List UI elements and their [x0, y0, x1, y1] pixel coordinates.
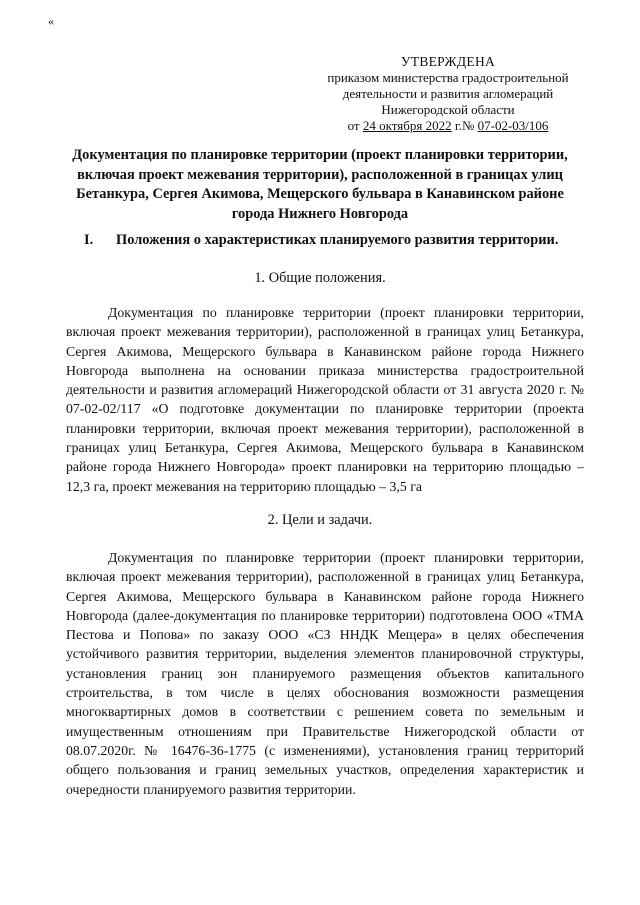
approval-line-1: приказом министерства градостроительной [327, 70, 569, 85]
approval-stamp [320, 54, 576, 134]
subsection-heading-2: 2. Цели и задачи. [267, 512, 373, 528]
approval-date: 24 октября 2022 [362, 118, 452, 133]
section-title: Положения о характеристиках планируемого развития территории. [116, 232, 559, 248]
paragraph-2: Документация по планировке территории (проект планировки территории, включая проект межевания территории), расположенной в границах улиц Бетанкура, Сергея Акимова, Мещерского бульвара в Канавинском районе города Нижнего Новгорода (далее-документация по планировке территории) подготовлена ООО «ТМА Пестова и Попова» по заказу ООО «СЗ ННДК Мещера» в целях обеспечения устойчивого развития территории, выделения элементов планировочной структуры, установления границ зон планируемого размещения объектов капитального строительства, в том числе в целях обоснования возможности размещения многоквартирных домов в соответствии с решением совета по земельным и имущественным отношениям при Правительстве Нижегородской области от 08.07.2020г. № 16476-36-1775 (с изменениями), установления границ территорий общего пользования и границ земельных участков, определения характеристик и очередности планируемого развития территории. [66, 550, 584, 797]
approval-date-line [320, 118, 576, 134]
section-number: I. [84, 232, 94, 248]
approval-heading: УТВЕРЖДЕНА [400, 54, 496, 69]
section-heading [84, 232, 558, 249]
approval-line-2: деятельности и развития агломераций [342, 86, 554, 101]
paragraph-1: Документация по планировке территории (проект планировки территории, включая проект межевания территории), расположенной в границах улиц Бетанкура, Сергея Акимова, Мещерского бульвара в Канавинском районе города Нижнего Новгорода выполнена на основании приказа министерства градостроительной деятельности и развития агломераций Нижегородской области от 31 августа 2020 г. № 07-02-02/117 «О подготовке документации по планировке территории (проекта планировки территории, включая проект межевания территории), расположенной в границах улиц Бетанкура, Сергея Акимова, Мещерского бульвара в Канавинском районе города Нижнего Новгорода» проект планировки на территорию площадью – 12,3 га, проект межевания на территорию площадью – 3,5 га [66, 305, 584, 494]
approval-date-prefix: от [347, 118, 360, 133]
approval-number: 07-02-03/106 [477, 118, 549, 133]
subsection-heading-1: 1. Общие положения. [254, 270, 386, 286]
approval-number-prefix: г.№ [454, 118, 475, 133]
approval-line-3: Нижегородской области [381, 102, 515, 117]
margin-mark: « [48, 14, 54, 28]
document-title: Документация по планировке территории (проект планировки территории, включая проект межевания территории), расположенной в границах улиц Бетанкура, Сергея Акимова, Мещерского бульвара в Канавинском районе города Нижнего Новгорода [72, 147, 568, 222]
